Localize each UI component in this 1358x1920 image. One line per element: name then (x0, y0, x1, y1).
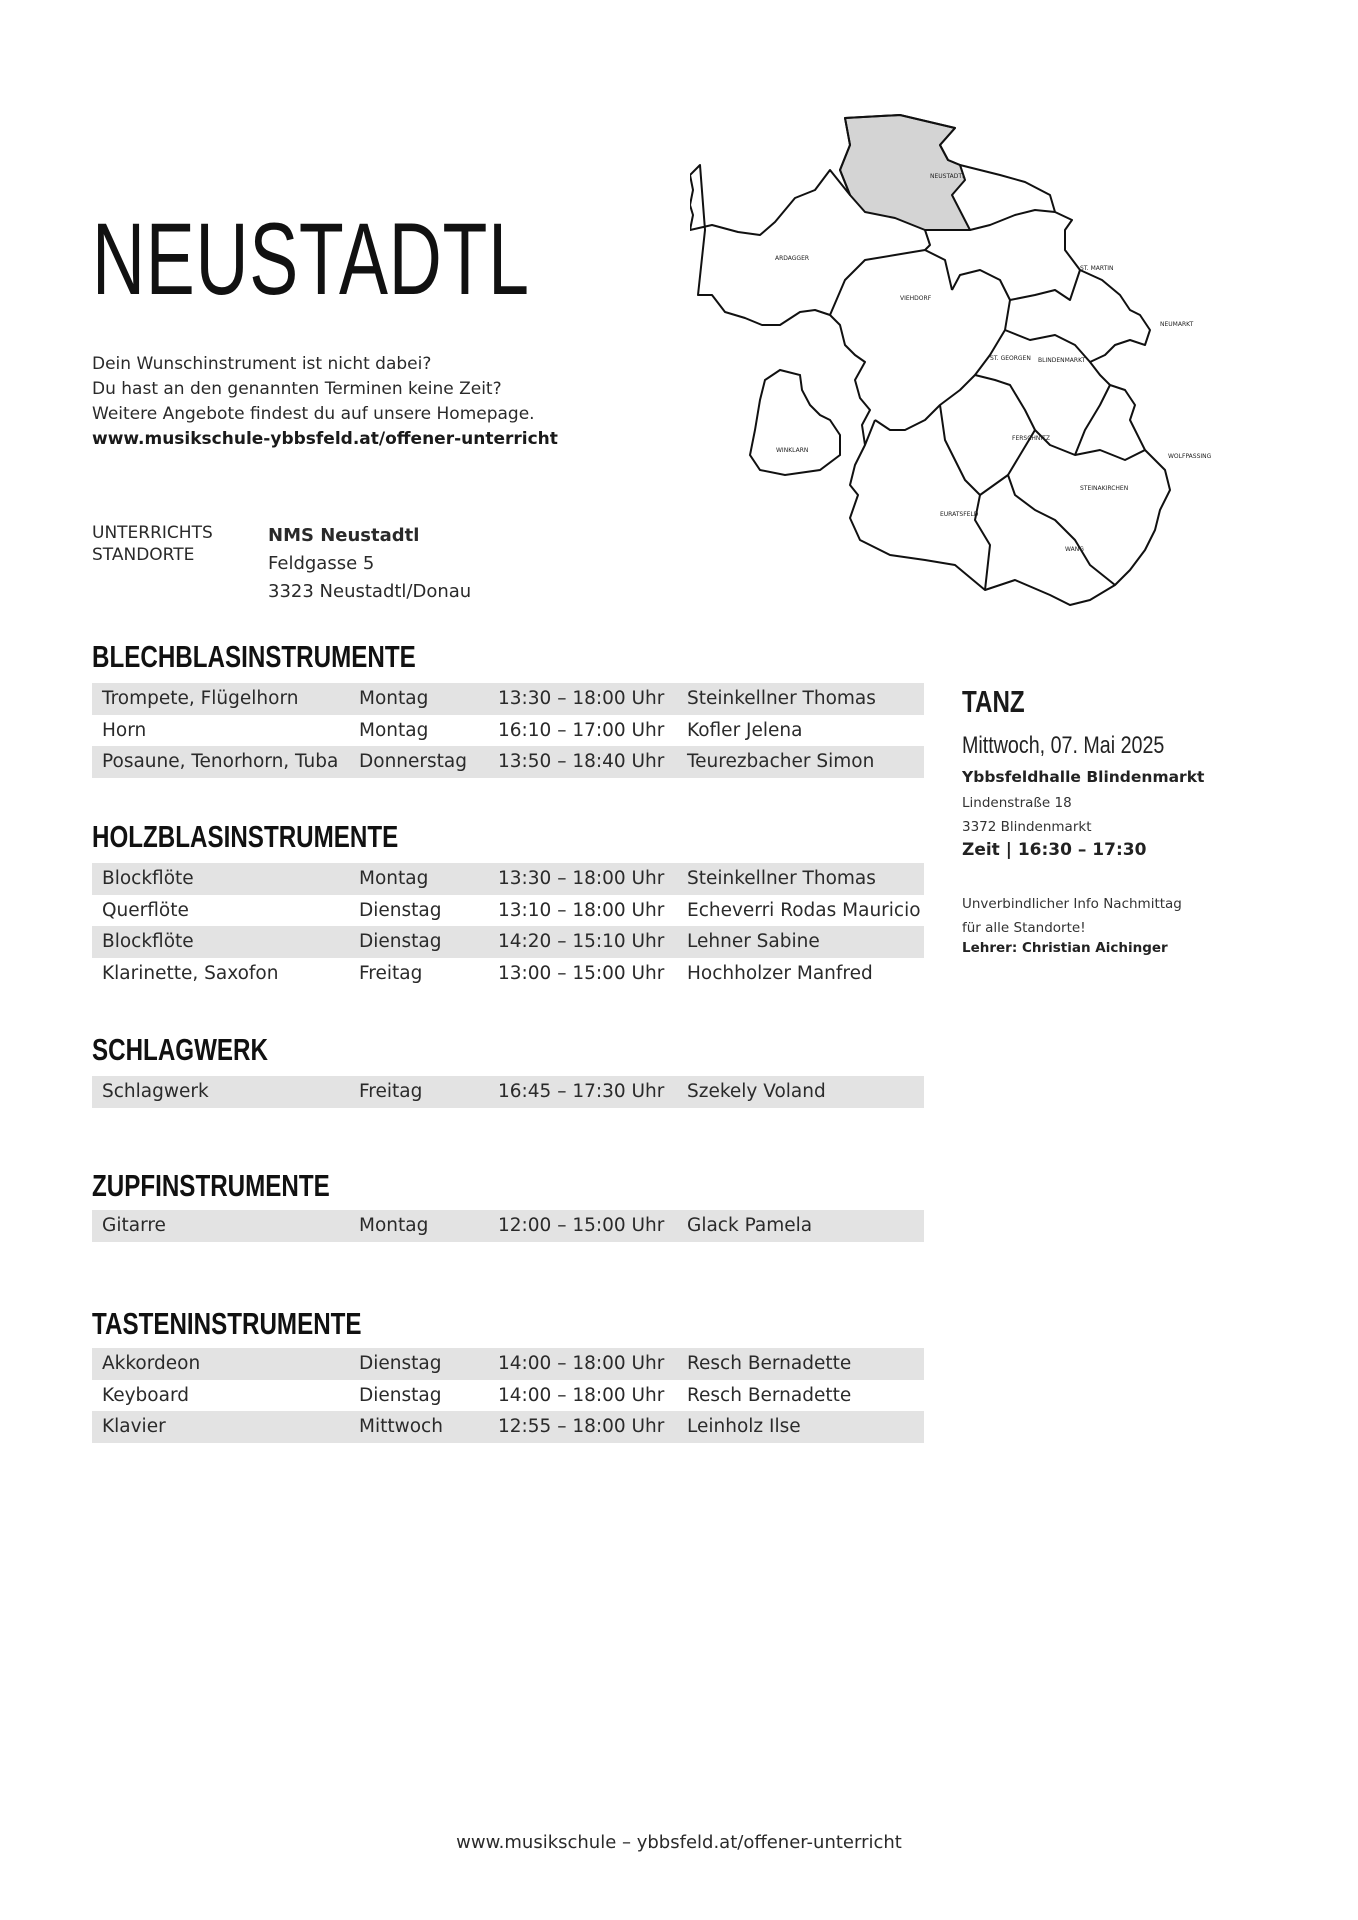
table-row (92, 895, 924, 927)
cell-time: 14:00 – 18:00 Uhr (498, 1384, 665, 1406)
map-label-winklarn: WINKLARN (776, 447, 809, 454)
cell-instrument: Trompete, Flügelhorn (102, 688, 299, 709)
cell-instrument: Klarinette, Saxofon (102, 962, 279, 984)
cell-day: Donnerstag (359, 751, 467, 772)
cell-time: 13:50 – 18:40 Uhr (498, 751, 665, 772)
table-row (92, 1380, 924, 1412)
cell-day: Montag (359, 1215, 429, 1236)
map-region-winklarn (750, 370, 840, 475)
district-map (690, 100, 1250, 640)
cell-time: 14:20 – 15:10 Uhr (498, 931, 665, 952)
cell-teacher: Resch Bernadette (687, 1384, 852, 1406)
cell-day: Montag (359, 688, 429, 709)
intro-text (92, 352, 558, 452)
map-label-wolfpassing: WOLFPASSING (1168, 453, 1212, 460)
cell-instrument: Klavier (102, 1416, 166, 1437)
map-label-ardagger: ARDAGGER (775, 255, 810, 262)
cell-instrument: Posaune, Tenorhorn, Tuba (102, 751, 339, 772)
table-row (92, 1348, 924, 1380)
cell-instrument: Blockflöte (102, 868, 194, 889)
section-heading-blechblas: BLECHBLASINSTRUMENTE (92, 639, 416, 674)
table-row (92, 863, 924, 895)
cell-day: Dienstag (359, 899, 442, 921)
tanz-street: Lindenstraße 18 (962, 795, 1072, 811)
cell-time: 13:00 – 15:00 Uhr (498, 962, 665, 984)
map-label-neustadtl: NEUSTADTL (930, 173, 966, 180)
cell-day: Dienstag (359, 1353, 442, 1374)
table-row (92, 1411, 924, 1443)
cell-day: Freitag (359, 1081, 423, 1102)
section-heading-holzblas: HOLZBLASINSTRUMENTE (92, 819, 399, 854)
map-label-neumarkt: NEUMARKT (1160, 321, 1194, 328)
cell-teacher: Hochholzer Manfred (687, 962, 873, 984)
tanz-date: Mittwoch, 07. Mai 2025 (962, 732, 1165, 759)
standorte-label-line-2: STANDORTE (92, 545, 195, 565)
tanz-time: Zeit | 16:30 – 17:30 (962, 840, 1147, 860)
cell-instrument: Schlagwerk (102, 1081, 209, 1102)
map-label-ferschnitz: FERSCHNITZ (1012, 435, 1050, 442)
table-row (92, 746, 924, 778)
standorte-label-line-1: UNTERRICHTS (92, 523, 213, 543)
schedule-table-holzblas (92, 863, 924, 989)
table-row (92, 683, 924, 715)
cell-instrument: Querflöte (102, 899, 189, 921)
school-street: Feldgasse 5 (268, 553, 375, 574)
cell-time: 16:10 – 17:00 Uhr (498, 719, 665, 741)
map-label-st-martin: ST. MARTIN (1080, 265, 1114, 272)
cell-time: 13:30 – 18:00 Uhr (498, 868, 665, 889)
cell-instrument: Gitarre (102, 1215, 166, 1236)
cell-day: Montag (359, 868, 429, 889)
cell-day: Dienstag (359, 1384, 442, 1406)
tanz-note-line-1: Unverbindlicher Info Nachmittag (962, 896, 1182, 912)
cell-teacher: Steinkellner Thomas (687, 688, 876, 709)
schedule-table-blechblas (92, 683, 924, 778)
cell-time: 12:55 – 18:00 Uhr (498, 1416, 665, 1437)
cell-teacher: Steinkellner Thomas (687, 868, 876, 889)
section-heading-tasten: TASTENINSTRUMENTE (92, 1306, 362, 1341)
map-label-wang: WANG (1065, 546, 1084, 553)
schedule-table-tasten (92, 1348, 924, 1443)
map-label-euratsfeld: EURATSFELD (940, 511, 979, 518)
section-heading-schlagwerk: SCHLAGWERK (92, 1032, 268, 1067)
map-label-steinakirchen: STEINAKIRCHEN (1080, 485, 1129, 492)
cell-instrument: Horn (102, 719, 147, 741)
cell-time: 14:00 – 18:00 Uhr (498, 1353, 665, 1374)
cell-day: Freitag (359, 962, 423, 984)
intro-line-2: Du hast an den genannten Terminen keine Zeit? (92, 379, 502, 399)
cell-teacher: Teurezbacher Simon (687, 751, 875, 772)
tanz-note-line-2: für alle Standorte! (962, 920, 1086, 936)
footer-url[interactable]: www.musikschule – ybbsfeld.at/offener-unterricht (456, 1832, 902, 1853)
cell-time: 12:00 – 15:00 Uhr (498, 1215, 665, 1236)
cell-instrument: Blockflöte (102, 931, 194, 952)
cell-day: Mittwoch (359, 1416, 443, 1437)
map-label-viehdorf: VIEHDORF (900, 295, 932, 302)
map-label-st-georgen: ST. GEORGEN (990, 355, 1031, 362)
table-row (92, 958, 924, 990)
table-row (92, 715, 924, 747)
tanz-heading: TANZ (962, 684, 1025, 719)
tanz-teacher: Lehrer: Christian Aichinger (962, 940, 1168, 956)
cell-teacher: Kofler Jelena (687, 719, 803, 741)
page-title: NEUSTADTL (92, 202, 530, 316)
map-label-blindenmarkt: BLINDENMARKT (1038, 357, 1086, 364)
school-name: NMS Neustadtl (268, 525, 420, 546)
standorte-label (92, 522, 213, 566)
cell-teacher: Glack Pamela (687, 1215, 813, 1236)
table-row (92, 1210, 924, 1242)
cell-instrument: Akkordeon (102, 1353, 201, 1374)
cell-time: 13:10 – 18:00 Uhr (498, 899, 665, 921)
tanz-city: 3372 Blindenmarkt (962, 819, 1092, 835)
intro-url-link[interactable]: www.musikschule-ybbsfeld.at/offener-unterricht (92, 429, 558, 449)
schedule-table-zupf (92, 1210, 924, 1242)
cell-time: 13:30 – 18:00 Uhr (498, 688, 665, 709)
intro-line-3: Weitere Angebote findest du auf unsere Homepage. (92, 404, 535, 424)
cell-teacher: Leinholz Ilse (687, 1416, 801, 1437)
tanz-venue: Ybbsfeldhalle Blindenmarkt (962, 768, 1205, 786)
cell-time: 16:45 – 17:30 Uhr (498, 1081, 665, 1102)
cell-instrument: Keyboard (102, 1384, 189, 1406)
school-city: 3323 Neustadtl/Donau (268, 581, 472, 602)
cell-day: Montag (359, 719, 429, 741)
standorte-address (268, 522, 471, 606)
table-row (92, 1076, 924, 1108)
cell-day: Dienstag (359, 931, 442, 952)
cell-teacher: Echeverri Rodas Mauricio (687, 899, 921, 921)
tanz-note (962, 892, 1182, 940)
table-row (92, 926, 924, 958)
intro-line-1: Dein Wunschinstrument ist nicht dabei? (92, 354, 432, 374)
schedule-table-schlagwerk (92, 1076, 924, 1108)
section-heading-zupf: ZUPFINSTRUMENTE (92, 1168, 330, 1203)
cell-teacher: Lehner Sabine (687, 931, 820, 952)
cell-teacher: Resch Bernadette (687, 1353, 852, 1374)
cell-teacher: Szekely Voland (687, 1081, 826, 1102)
